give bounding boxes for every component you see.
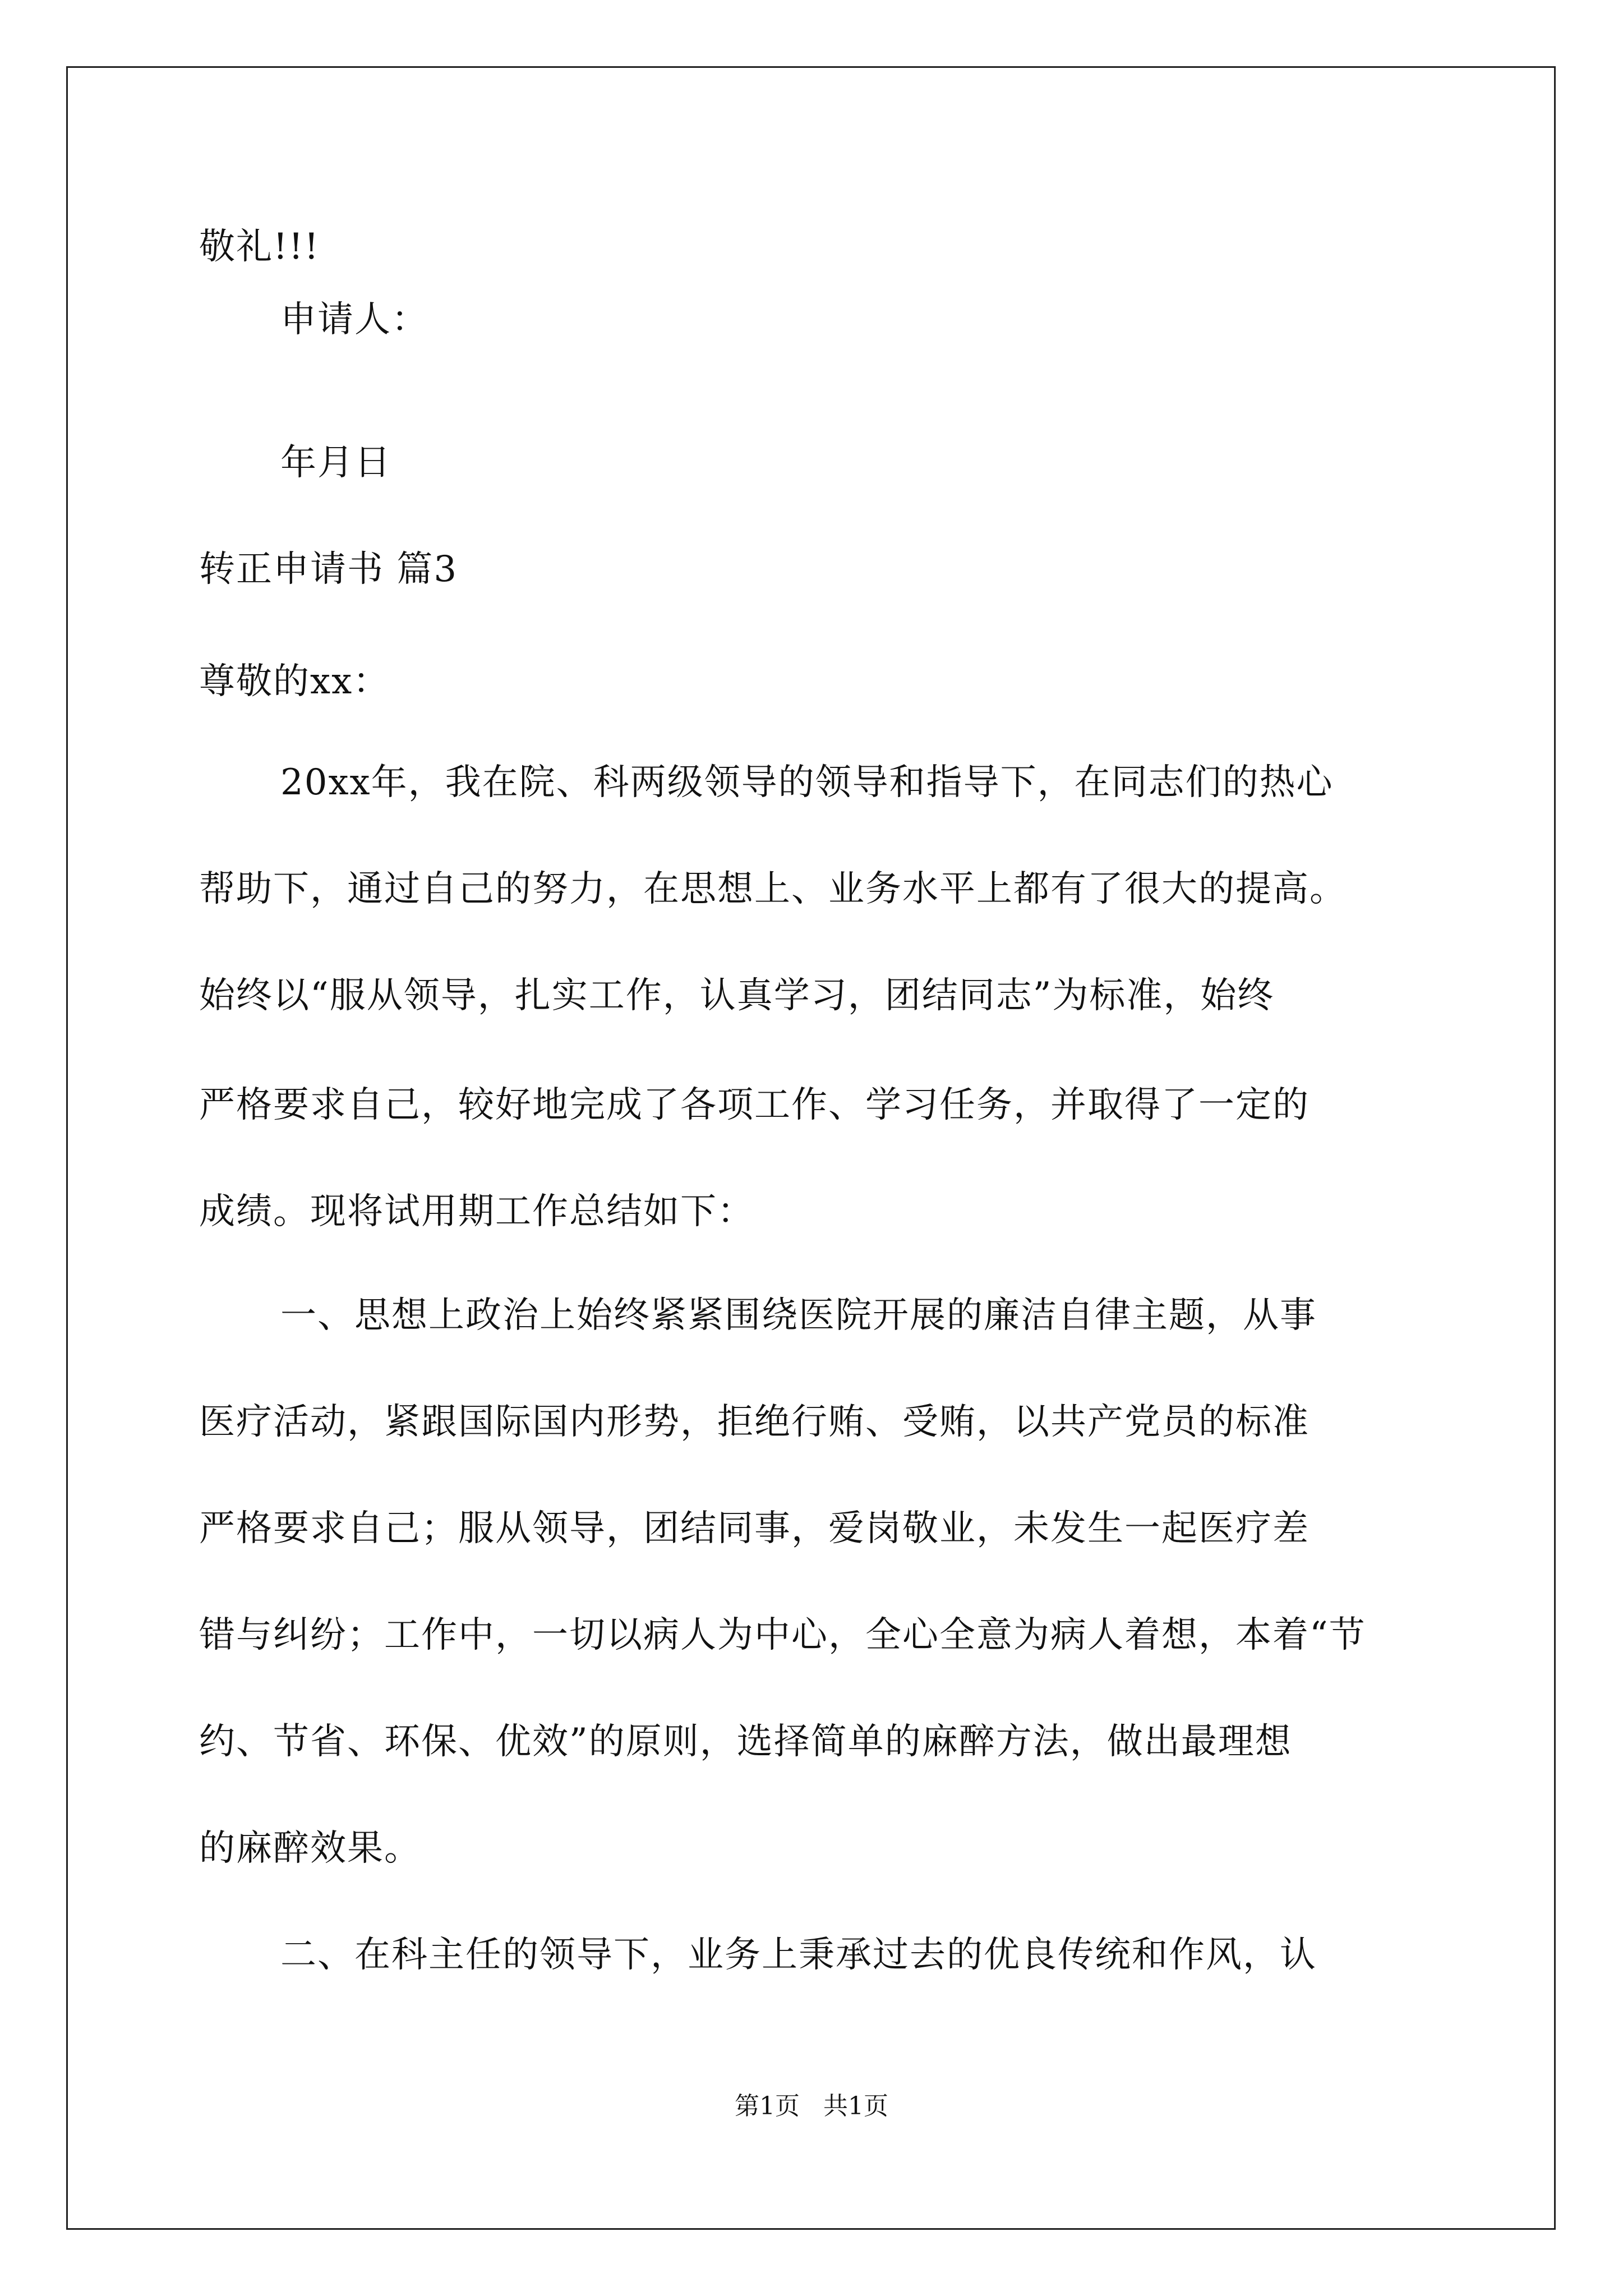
text-line: 申请人： (280, 299, 428, 341)
text-line: 医疗活动，紧跟国际国内形势，拒绝行贿、受贿，以共产党员的标准 (199, 1401, 1310, 1443)
text-line: 20xx年，我在院、科两级领导的领导和指导下，在同志们的热心 (280, 762, 1334, 803)
text-line: 敬礼!!! (199, 226, 320, 268)
text-line: 二、在科主任的领导下，业务上秉承过去的优良传统和作风，认 (280, 1934, 1317, 1976)
text-line: 严格要求自己，较好地完成了各项工作、学习任务，并取得了一定的 (199, 1084, 1310, 1126)
page-frame (66, 66, 1556, 2230)
text-line: 约、节省、环保、优效”的原则，选择简单的麻醉方法，做出最理想 (199, 1721, 1292, 1763)
text-line: 严格要求自己；服从领导，团结同事，爱岗敬业，未发生一起医疗差 (199, 1508, 1310, 1549)
text-line: 尊敬的xx： (199, 661, 390, 702)
page-footer: 第1页 共1页 (735, 2092, 888, 2120)
text-line: 始终以“服从领导，扎实工作，认真学习，团结同志”为标准，始终 (199, 975, 1275, 1016)
text-line: 成绩。现将试用期工作总结如下： (199, 1191, 754, 1232)
text-line: 转正申请书 篇3 (199, 549, 458, 590)
text-line: 一、思想上政治上始终紧紧围绕医院开展的廉洁自律主题，从事 (280, 1295, 1317, 1336)
text-line: 帮助下，通过自己的努力，在思想上、业务水平上都有了很大的提高。 (199, 868, 1347, 910)
text-line: 的麻醉效果。 (199, 1828, 421, 1869)
text-line: 年月日 (280, 442, 391, 484)
text-line: 错与纠纷；工作中，一切以病人为中心，全心全意为病人着想，本着“节 (199, 1614, 1366, 1656)
